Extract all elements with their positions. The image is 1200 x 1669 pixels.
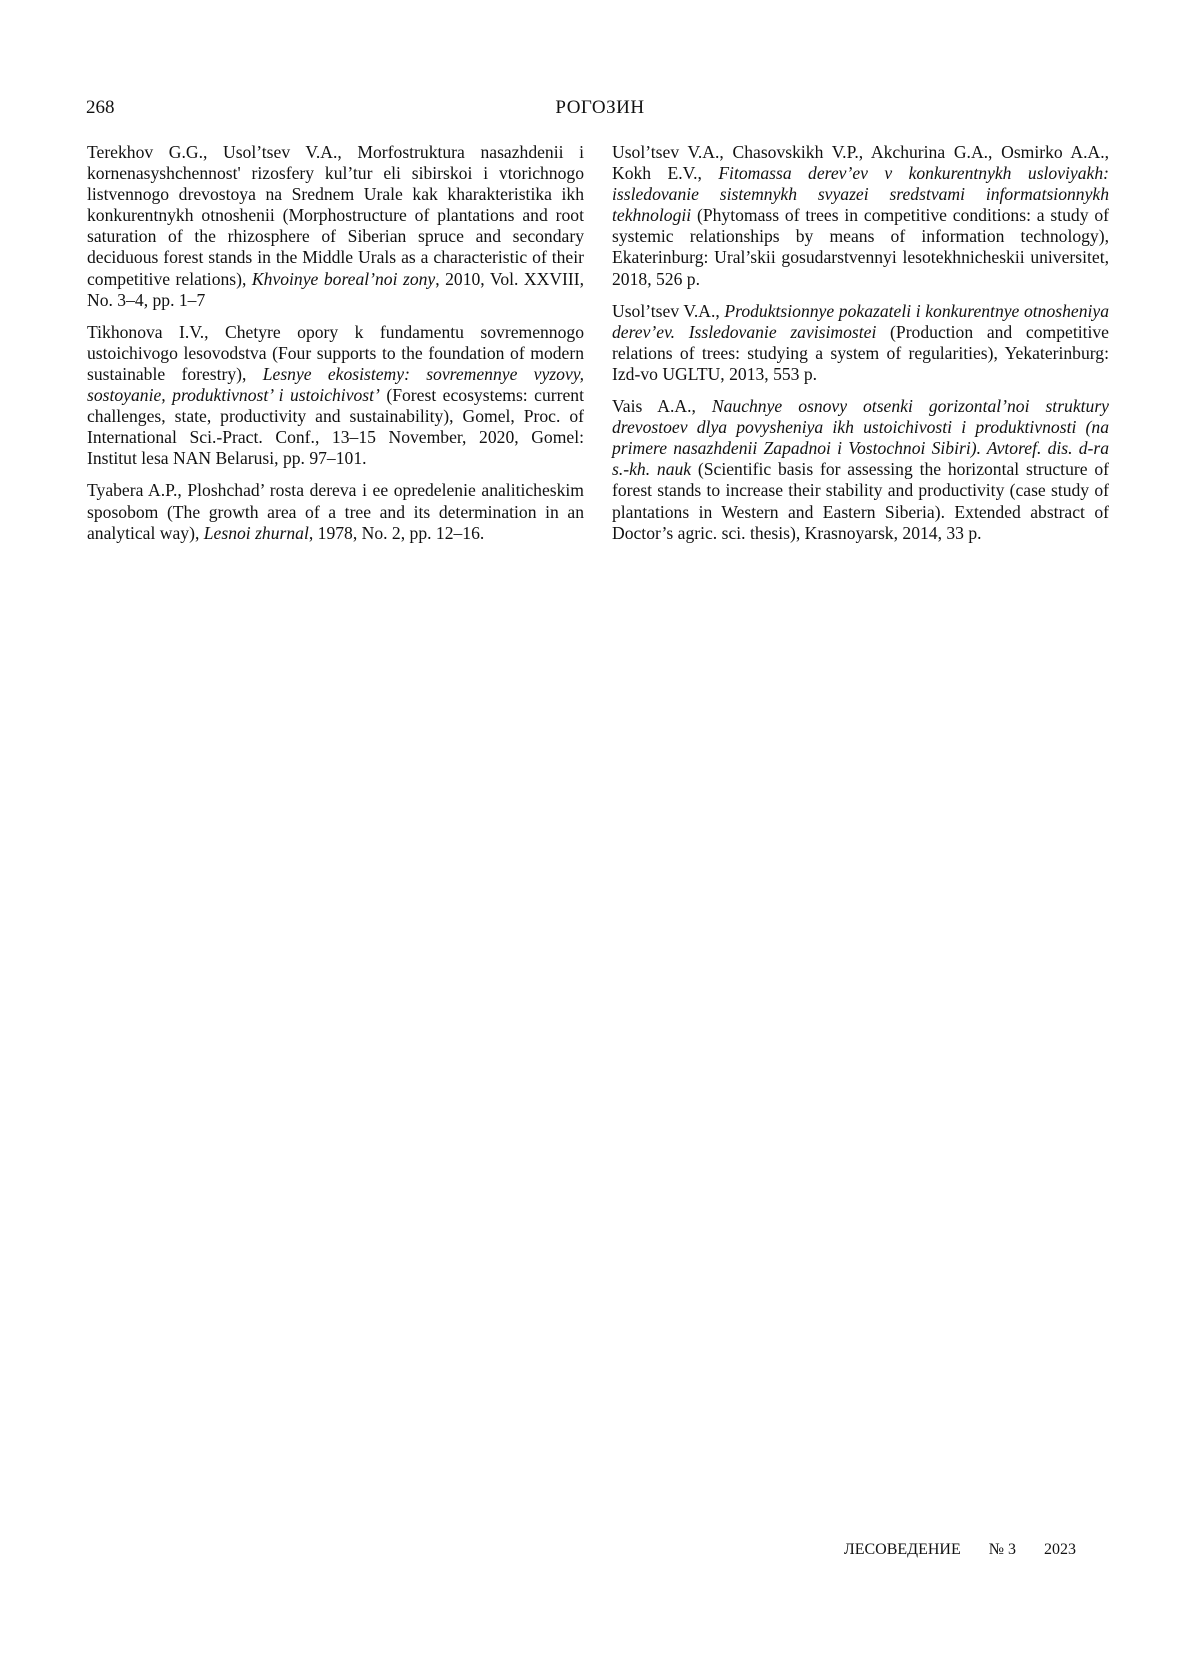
journal-year: 2023 — [1044, 1541, 1076, 1558]
reference-source-italic: Lesnye ekosistemy: sovremennye vyzovy, sostoyanie, produktivnost’ i ustoichivost’ — [87, 363, 584, 406]
reference-details: (Production and competitive relations of trees: studying a system of regularities), Yekaterinburg: Izd-vo UGLTU, 2013, 553 p. — [612, 321, 1109, 384]
reference-entry — [87, 322, 584, 470]
journal-footer — [844, 1540, 1076, 1560]
reference-entry — [612, 142, 1109, 290]
reference-details: (Phytomass of trees in competitive conditions: a study of systemic relationships by means of information technology), Ekaterinburg: Ural’skii gosudarstvennyi lesotekhnicheskii universitet, 2018, 526 p. — [612, 205, 1109, 289]
reference-source-italic: Fitomassa derev’ev v konkurentnykh usloviyakh: issledovanie sistemnykh svyazei sredstvami informatsionnykh tekhnologii — [612, 163, 1109, 226]
reference-entry — [87, 480, 584, 543]
reference-entry — [612, 396, 1109, 544]
reference-authors: Vais A.A., — [612, 396, 712, 417]
reference-entry — [87, 142, 584, 311]
reference-entry — [612, 301, 1109, 385]
reference-title: Morfostruktura nasazhdenii i kornenasyshchennost' rizosfery kul’tur eli sibirskoi i vtorichnogo listvennogo drevostoya na Srednem Urale kak kharakteristika ikh konkurentnykh otnoshenii (Morphostructure of plantations and root saturation of the rhizosphere of Siberian spruce and secondary deciduous forest stands in the Middle Urals as a characteristic of their competitive relations), — [87, 142, 584, 289]
reference-source-italic: Nauchnye osnovy otsenki gorizontal’noi struktury drevostoev dlya povysheniya ikh ustoichivosti i produktivnosti (na primere nasazhdenii Zapadnoi i Vostochnoi Sibiri). Avtoref. dis. d-ra s.-kh. nauk — [612, 396, 1109, 480]
reference-source-italic: Produktsionnye pokazateli i konkurentnye otnosheniya derev’ev. Issledovanie zavisimostei — [612, 300, 1109, 342]
reference-details: , 1978, No. 2, pp. 12–16. — [308, 522, 485, 543]
reference-source-italic: Khvoinye boreal’noi zony — [251, 268, 436, 289]
reference-authors: Terekhov G.G., Usol’tsev V.A., — [87, 142, 358, 162]
reference-authors: Tikhonova I.V., — [87, 321, 226, 342]
journal-issue: № 3 — [988, 1541, 1016, 1558]
reference-title: Ploshchad’ rosta dereva i ee opredelenie analiticheskim sposobom (The growth area of a tree and its determination in an analytical way), — [87, 480, 584, 543]
reference-authors: Tyabera A.P., — [87, 480, 188, 501]
reference-title: Chetyre opory k fundamentu sovremennogo ustoichivogo lesovodstva (Four supports to the foundation of modern sustainable forestry), — [87, 321, 584, 384]
journal-name: ЛЕСОВЕДЕНИЕ — [843, 1541, 961, 1558]
reference-details: (Forest ecosystems: current challenges, state, productivity and sustainability), Gomel, Proc. of International Sci.-Pract. Conf., 13–15 November, 2020, Gomel: Institut lesa NAN Belarusi, pp. 97–101. — [87, 385, 584, 469]
reference-details: (Scientific basis for assessing the horizontal structure of forest stands to increase their stability and productivity (case study of plantations in Western and Eastern Siberia). Extended abstract of Doctor’s agric. sci. thesis), Krasnoyarsk, 2014, 33 p. — [612, 459, 1109, 543]
reference-column-right — [612, 142, 1109, 555]
reference-authors: Usol’tsev V.A., Chasovskikh V.P., Akchurina G.A., Osmirko A.A., Kokh E.V., — [612, 142, 1109, 184]
reference-authors: Usol’tsev V.A., — [612, 300, 725, 321]
reference-details: , 2010, Vol. XXVIII, No. 3–4, pp. 1–7 — [87, 268, 584, 310]
reference-column-left — [87, 142, 584, 555]
page-number: 268 — [86, 97, 115, 118]
running-title: РОГОЗИН — [555, 97, 645, 118]
reference-source-italic: Lesnoi zhurnal — [203, 522, 309, 543]
